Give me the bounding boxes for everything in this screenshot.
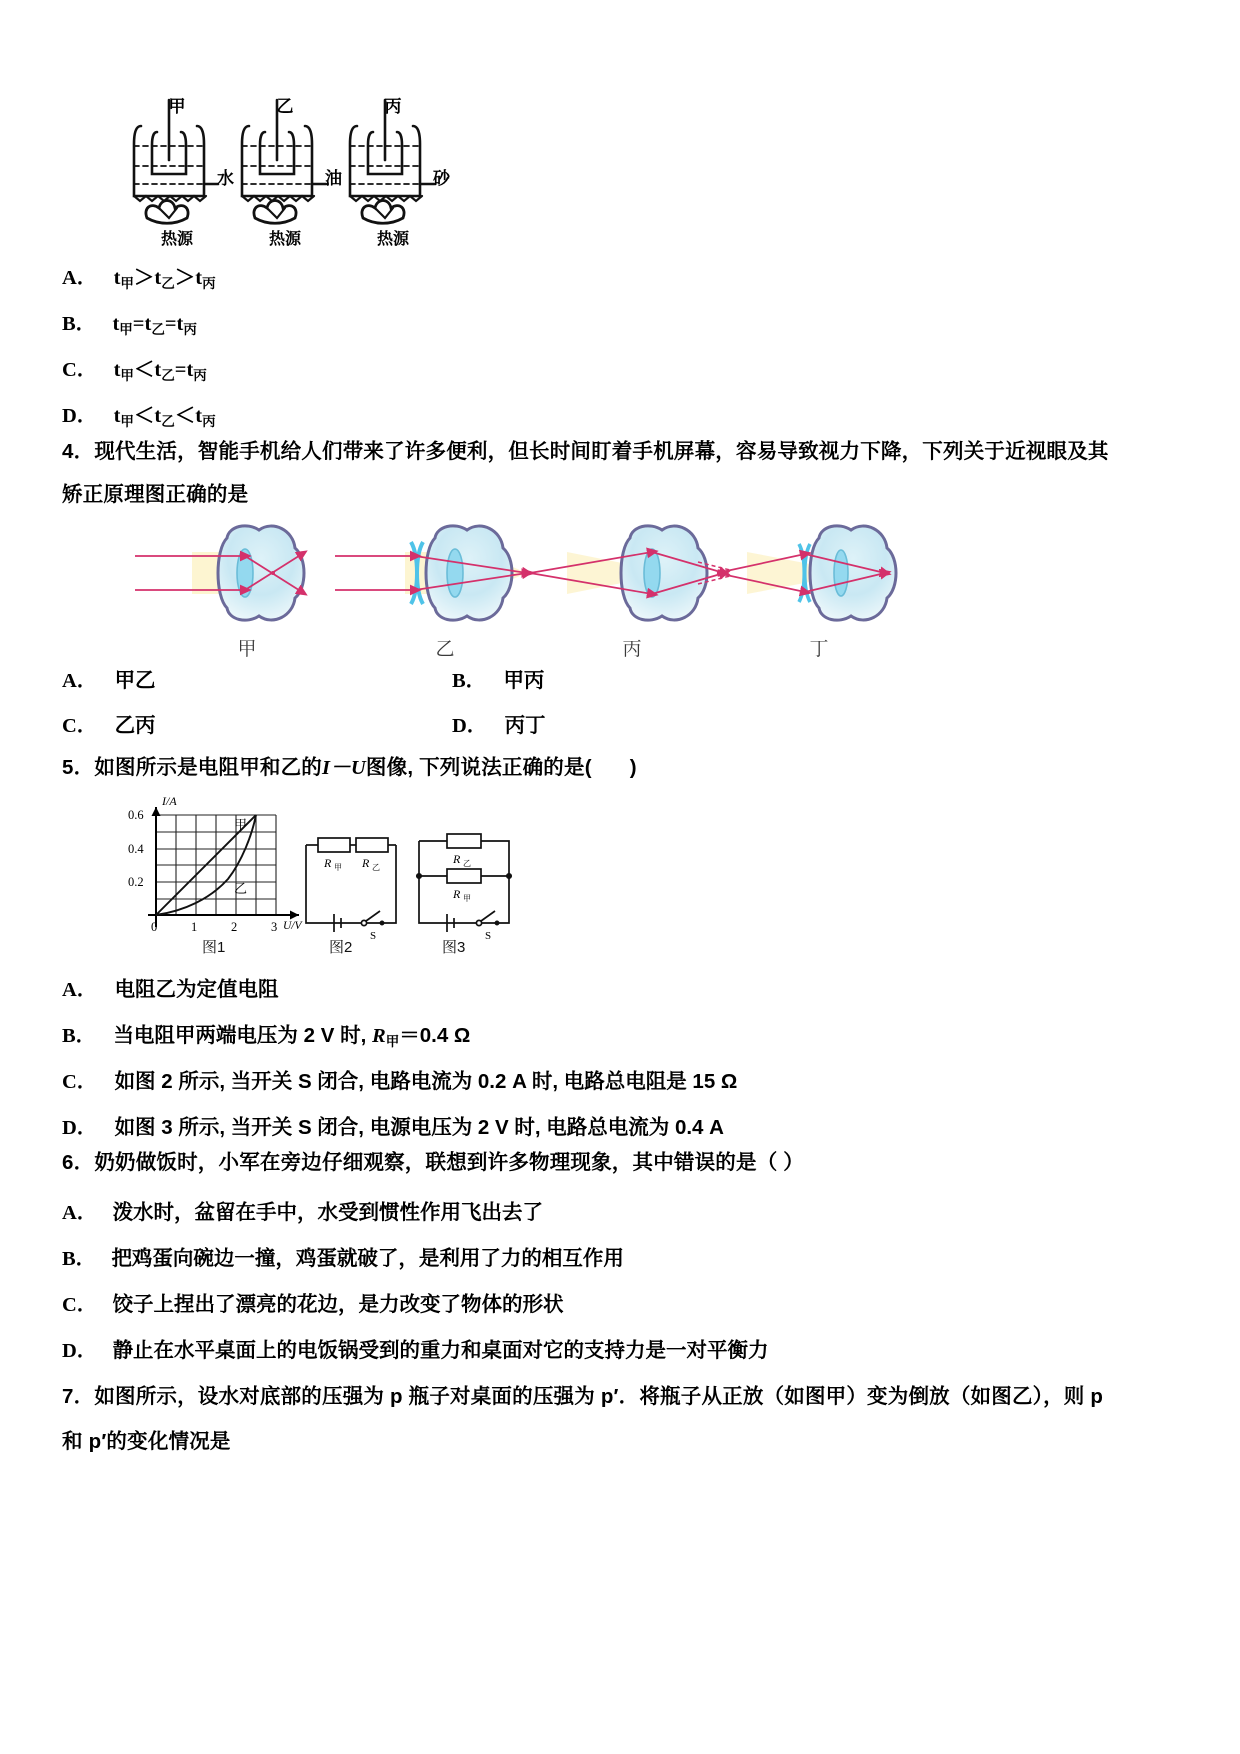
q5-option-b-letter: B． <box>62 1025 97 1047</box>
q3-option-b-letter: B． <box>62 313 97 335</box>
svg-text:S: S <box>485 930 492 942</box>
q4-option-a-letter: A． <box>62 670 98 692</box>
beaker-top-label-1: 甲 <box>168 97 186 116</box>
svg-text:U/V: U/V <box>283 920 302 932</box>
q5-option-b-subscript: 甲 <box>385 1033 400 1049</box>
q4-option-a-text: 甲乙 <box>114 669 156 692</box>
svg-text:0.4: 0.4 <box>128 842 144 856</box>
q4-option-c-letter: C． <box>62 715 98 737</box>
q3-option-c-letter: C． <box>62 359 98 381</box>
q5-option-c-text: 如图 2 所示, 当开关 S 闭合, 电路电流为 0.2 A 时, 电路总电阻是 15 Ω <box>114 1070 738 1093</box>
q7-stem-line1 <box>62 1382 1117 1411</box>
eye-diagrams-svg <box>117 512 907 632</box>
svg-text:0: 0 <box>151 920 158 934</box>
svg-text:1: 1 <box>191 920 198 934</box>
q6-stem <box>62 1148 1117 1177</box>
q4-option-d-letter: D． <box>452 715 488 737</box>
q5-option-a[interactable] <box>62 972 279 1002</box>
eye-diagram-bing <box>530 526 730 620</box>
q3-option-d[interactable] <box>62 398 216 430</box>
q3-option-d-text: $t_甲<t_乙<t_丙$ <box>113 405 216 429</box>
svg-text:R: R <box>453 887 461 901</box>
q6-option-a-letter: A． <box>62 1202 98 1224</box>
q6-option-b-letter: B． <box>62 1248 97 1270</box>
q6-option-c-letter: C． <box>62 1294 98 1316</box>
svg-text:R: R <box>324 856 332 870</box>
q5-option-c[interactable] <box>62 1064 737 1094</box>
q4-option-b-text: 甲丙 <box>503 669 545 692</box>
q7-stem-line2: 和 p′的变化情况是 <box>62 1430 231 1454</box>
q4-option-b-letter: B． <box>452 670 487 692</box>
q5-stem-part2: 图像 <box>365 756 408 779</box>
q4-option-c-text: 乙丙 <box>114 714 156 737</box>
svg-text:乙: 乙 <box>234 881 248 896</box>
svg-text:3: 3 <box>271 920 278 934</box>
svg-text:甲: 甲 <box>463 894 471 903</box>
iu-graph <box>124 793 319 953</box>
q4-option-c[interactable] <box>62 708 156 738</box>
q5-stem-part1: 如图所示是电阻甲和乙的 <box>94 756 323 779</box>
beaker-bottom-label-2: 热源 <box>268 231 301 248</box>
figure-caption-graph: 图1 <box>202 939 226 956</box>
svg-text:甲: 甲 <box>334 863 342 872</box>
q6-option-c-text: 饺子上捏出了漂亮的花边，是力改变了物体的形状 <box>112 1293 564 1316</box>
svg-text:S: S <box>370 930 377 942</box>
q4-option-d-text: 丙丁 <box>504 714 546 737</box>
beaker-top-label-2: 乙 <box>276 97 294 116</box>
question6-block <box>62 1148 1117 1362</box>
heating-apparatus-figure <box>125 92 450 257</box>
q3-option-a-letter: A． <box>62 267 98 289</box>
q5-option-d-text: 如图 3 所示, 当开关 S 闭合, 电源电压为 2 V 时, 电路总电流为 0.4 A <box>114 1116 724 1139</box>
eye-diagram-jia <box>135 526 304 620</box>
q5-option-c-letter: C． <box>62 1071 98 1093</box>
svg-text:乙: 乙 <box>463 859 471 868</box>
svg-text:乙: 乙 <box>372 863 380 872</box>
beaker-group-1 <box>125 92 234 257</box>
q5-option-b-symbol: R <box>372 1025 386 1047</box>
eye-diagram-yi <box>335 526 529 620</box>
beaker-group-2 <box>233 92 342 257</box>
q3-option-a-text: $t_甲>t_乙>t_丙$ <box>113 267 216 291</box>
q5-stem-part3: 下列说法正确的是( <box>419 756 592 779</box>
q6-option-d[interactable] <box>62 1333 769 1363</box>
question5-stem: 5．如图所示是电阻甲和乙的I－U图像, 下列说法正确的是( ) <box>62 756 637 779</box>
q6-option-d-text: 静止在水平桌面上的电饭锅受到的重力和桌面对它的支持力是一对平衡力 <box>112 1339 769 1362</box>
q6-option-c[interactable] <box>62 1287 564 1317</box>
q4-option-b[interactable] <box>452 663 544 693</box>
question7-block <box>62 1382 1117 1456</box>
question4-stem <box>62 437 1117 509</box>
beaker-bottom-label-1: 热源 <box>160 231 193 248</box>
q4-text-line1: 现代生活，智能手机给人们带来了许多便利，但长时间盯着手机屏幕，容易导致视力下降，下列关于近视眼及其 <box>94 440 1109 463</box>
q5-option-d[interactable] <box>62 1110 724 1140</box>
svg-text:R: R <box>362 856 370 870</box>
q3-option-a[interactable] <box>62 260 216 292</box>
q4-option-a[interactable] <box>62 663 156 693</box>
q6-option-a-text: 泼水时，盆留在手中，水受到惯性作用飞出去了 <box>112 1201 544 1224</box>
question5-figures <box>124 793 504 963</box>
q5-stem-italic: I－U <box>322 757 366 779</box>
q5-option-b[interactable] <box>62 1018 470 1050</box>
eye-diagram-ding <box>717 526 896 620</box>
circuit-parallel <box>407 819 522 949</box>
q4-number: 4． <box>62 440 95 463</box>
q5-option-d-letter: D． <box>62 1117 98 1139</box>
beaker-side-label-2: 油 <box>325 169 342 188</box>
beaker-group-3 <box>341 92 450 257</box>
svg-text:0.6: 0.6 <box>128 808 144 822</box>
circuit-series <box>294 819 409 949</box>
svg-text:0.2: 0.2 <box>128 875 144 889</box>
q6-option-a[interactable] <box>62 1195 543 1225</box>
svg-text:I/A: I/A <box>162 794 177 808</box>
beaker-bottom-label-3: 热源 <box>376 231 409 248</box>
eye-caption-ding: 丁 <box>809 639 829 660</box>
beaker-side-label-1: 水 <box>217 169 234 188</box>
q3-option-d-letter: D． <box>62 405 98 427</box>
q5-option-b-text-b: ＝0.4 Ω <box>399 1024 471 1047</box>
q6-option-b[interactable] <box>62 1241 624 1271</box>
q7-number: 7． <box>62 1385 95 1408</box>
beaker-top-label-3: 丙 <box>384 97 402 116</box>
svg-text:2: 2 <box>231 920 238 934</box>
eye-caption-yi: 乙 <box>435 639 455 660</box>
q5-option-b-text-a: 当电阻甲两端电压为 2 V 时, <box>113 1024 372 1047</box>
q5-option-a-letter: A． <box>62 979 98 1001</box>
q5-option-a-text: 电阻乙为定值电阻 <box>114 978 279 1001</box>
svg-text:R: R <box>453 852 461 866</box>
q4-stem-line1 <box>62 437 1117 466</box>
q3-option-c-text: $t_甲<t_乙=t_丙$ <box>113 359 207 383</box>
q6-option-d-letter: D． <box>62 1340 98 1362</box>
figure-caption-parallel: 图3 <box>442 939 466 956</box>
q6-number: 6． <box>62 1151 95 1174</box>
q7-text-line1: 如图所示，设水对底部的压强为 p 瓶子对桌面的压强为 p′．将瓶子从正放（如图甲）变为倒放（如图乙），则 p <box>94 1385 1104 1408</box>
q6-text: 奶奶做饭时，小军在旁边仔细观察，联想到许多物理现象，其中错误的是（ ） <box>94 1151 805 1174</box>
q3-option-b-text: $t_甲=t_乙=t_丙$ <box>112 313 197 337</box>
q6-option-b-text: 把鸡蛋向碗边一撞，鸡蛋就破了，是利用了力的相互作用 <box>111 1247 624 1270</box>
q4-stem-line2: 矫正原理图正确的是 <box>62 483 249 507</box>
eye-caption-jia: 甲 <box>237 639 257 660</box>
beaker-side-label-3: 砂 <box>433 169 450 188</box>
q3-option-c[interactable] <box>62 352 207 384</box>
q4-option-d[interactable] <box>452 708 546 738</box>
q3-option-b[interactable] <box>62 306 197 338</box>
q5-stem-close: ) <box>629 756 637 779</box>
figure-caption-series: 图2 <box>329 939 353 956</box>
eye-caption-bing: 丙 <box>622 639 642 660</box>
svg-text:甲: 甲 <box>234 817 248 832</box>
q5-number: 5． <box>62 756 95 779</box>
